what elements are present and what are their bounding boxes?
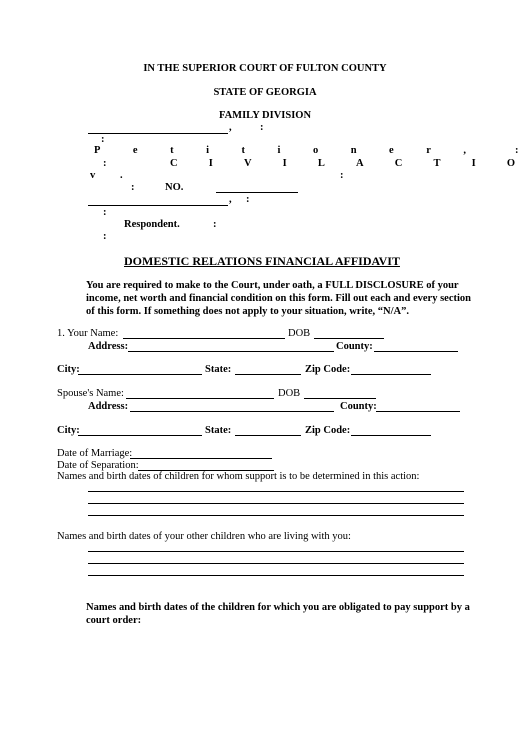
versus-dot: .	[120, 170, 123, 181]
date-of-separation-label: Date of Separation:	[57, 460, 139, 471]
petitioner-letter: o	[312, 145, 319, 156]
your-name-label: 1. Your Name:	[57, 328, 119, 339]
civil-letter: O	[506, 158, 515, 169]
spouse-name-label: Spouse's Name:	[57, 388, 124, 399]
spouse-address-label: Address:	[88, 401, 129, 412]
civil-letter: I	[282, 158, 287, 169]
your-address-label: Address:	[88, 341, 129, 352]
your-state-field[interactable]	[235, 362, 301, 375]
civil-letter: I	[208, 158, 213, 169]
petitioner-letter: t	[170, 145, 174, 156]
form-title: DOMESTIC RELATIONS FINANCIAL AFFIDAVIT	[124, 254, 400, 268]
date-of-separation-field[interactable]	[138, 458, 274, 471]
petitioner-letter: i	[277, 145, 281, 156]
respondent-name-field[interactable]	[88, 193, 228, 206]
state-name: STATE OF GEORGIA	[213, 87, 317, 98]
other-children-label: Names and birth dates of your other children who are living with you:	[57, 531, 351, 542]
caption-colon-1: :	[260, 122, 264, 133]
civil-letter: V	[243, 158, 252, 169]
your-city-label: City:	[57, 364, 80, 375]
civil-letter: T	[433, 158, 441, 169]
caption-colon-5: :	[246, 194, 250, 205]
date-of-marriage-label: Date of Marriage:	[57, 448, 133, 459]
your-state-label: State:	[205, 364, 232, 375]
children-support-line[interactable]	[88, 503, 464, 504]
spouse-address-field[interactable]	[130, 399, 334, 412]
spouse-dob-field[interactable]	[304, 386, 376, 399]
other-children-line[interactable]	[88, 551, 464, 552]
division-name: FAMILY DIVISION	[218, 110, 312, 121]
petitioner-letter: ,	[463, 145, 466, 156]
your-zip-label: Zip Code:	[305, 364, 351, 375]
caption-comma-1: ,	[229, 122, 232, 133]
case-number-field[interactable]	[216, 180, 298, 193]
civil-letter: I	[471, 158, 476, 169]
spouse-city-label: City:	[57, 425, 80, 436]
your-dob-field[interactable]	[314, 326, 384, 339]
children-support-line[interactable]	[88, 515, 464, 516]
your-zip-field[interactable]	[351, 362, 431, 375]
caption-colon-3: :	[340, 170, 344, 181]
obligated-children-label: Names and birth dates of the children for which you are obligated to pay support by a court order:	[86, 602, 470, 626]
instructions-text: You are required to make to the Court, under oath, a FULL DISCLOSURE of your income, net worth and financial condition on this form. Fill out each and every section of this form. If something does not apply to your situation, write, “N/A”.	[86, 280, 471, 317]
spouse-zip-label: Zip Code:	[305, 425, 351, 436]
spouse-name-field[interactable]	[126, 386, 274, 399]
caption-colon-4: :	[131, 182, 135, 193]
children-support-line[interactable]	[88, 491, 464, 492]
civil-letter: L	[317, 158, 325, 169]
your-address-field[interactable]	[128, 339, 334, 352]
caption-colon-2: :	[101, 134, 105, 145]
civil-letter: C	[394, 158, 403, 169]
petitioner-letter: i	[206, 145, 210, 156]
your-city-field[interactable]	[78, 362, 202, 375]
spouse-state-label: State:	[205, 425, 232, 436]
caption-colon-6: :	[103, 207, 107, 218]
your-county-label: County:	[336, 341, 373, 352]
spouse-city-field[interactable]	[78, 423, 202, 436]
civil-letter: C	[170, 158, 178, 169]
caption-colon-8: :	[103, 231, 107, 242]
your-name-field[interactable]	[123, 326, 285, 339]
petitioner-letter: e	[132, 145, 138, 156]
petitioner-letter: n	[350, 145, 357, 156]
children-support-label: Names and birth dates of children for whom support is to be determined in this action:	[57, 471, 420, 482]
spouse-zip-field[interactable]	[351, 423, 431, 436]
other-children-line[interactable]	[88, 563, 464, 564]
civil-letter: A	[356, 158, 364, 169]
case-no-label: NO.	[165, 182, 184, 193]
spouse-county-label: County:	[340, 401, 377, 412]
caption-comma-2: ,	[229, 194, 232, 205]
petitioner-letter: P	[94, 145, 101, 156]
petitioner-letter: t	[241, 145, 246, 156]
petitioner-name-field[interactable]	[88, 121, 228, 134]
caption-colon-7: :	[213, 219, 217, 230]
petitioner-letter: e	[389, 145, 394, 156]
civil-colon: :	[103, 158, 107, 169]
your-dob-label: DOB	[288, 328, 311, 339]
petitioner-letter: r	[426, 145, 431, 156]
versus-v: v	[90, 170, 96, 181]
spouse-state-field[interactable]	[235, 423, 301, 436]
court-name: IN THE SUPERIOR COURT OF FULTON COUNTY	[143, 63, 387, 74]
spouse-dob-label: DOB	[278, 388, 301, 399]
respondent-label: Respondent.	[124, 219, 180, 230]
other-children-line[interactable]	[88, 575, 464, 576]
petitioner-colon: :	[515, 145, 519, 156]
civil-action-label	[170, 158, 515, 169]
your-county-field[interactable]	[374, 339, 458, 352]
spouse-county-field[interactable]	[376, 399, 460, 412]
petitioner-label	[94, 145, 466, 156]
